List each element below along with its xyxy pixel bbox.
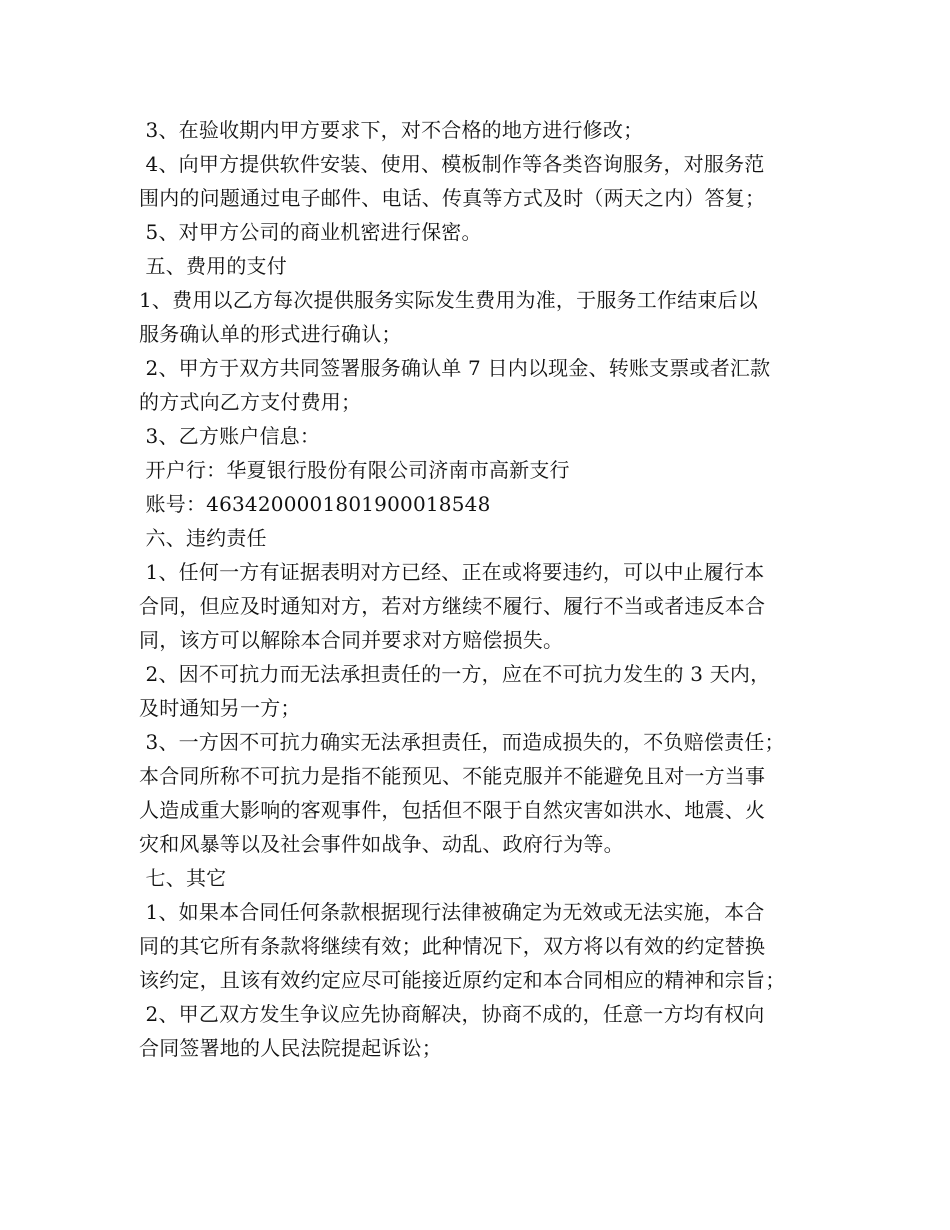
text-line: 同的其它所有条款将继续有效；此种情况下，双方将以有效的约定替换 [139,934,766,958]
text-line: 5、对甲方公司的商业机密进行保密。 [139,220,482,244]
text-line: 3、一方因不可抗力确实无法承担责任，而造成损失的，不负赔偿责任； [139,730,785,754]
text-line: 该约定，且该有效约定应尽可能接近原约定和本合同相应的精神和宗旨； [139,968,786,992]
text-line: 1、如果本合同任何条款根据现行法律被确定为无效或无法实施，本合 [139,900,765,924]
section-heading: 六、违约责任 [139,526,267,550]
bank-name-line: 开户行：华夏银行股份有限公司济南市高新支行 [139,458,570,482]
account-number-line: 账号：4634200001801900018548 [139,492,491,516]
section-heading: 五、费用的支付 [139,254,287,278]
contract-text-body [139,113,819,1065]
section-heading: 七、其它 [139,866,227,890]
text-line: 灾和风暴等以及社会事件如战争、动乱、政府行为等。 [139,832,624,856]
text-line: 4、向甲方提供软件安装、使用、模板制作等各类咨询服务，对服务范 [139,152,765,176]
text-line: 及时通知另一方； [139,696,301,720]
text-line: 2、因不可抗力而无法承担责任的一方，应在不可抗力发生的 3 天内， [139,662,771,686]
text-line: 1、费用以乙方每次提供服务实际发生费用为准，于服务工作结束后以 [139,288,758,312]
text-line: 的方式向乙方支付费用； [139,390,362,414]
text-line: 服务确认单的形式进行确认； [139,322,402,346]
text-line: 人造成重大影响的客观事件，包括但不限于自然灾害如洪水、地震、火 [139,798,766,822]
text-line: 合同，但应及时通知对方，若对方继续不履行、履行不当或者违反本合 [139,594,766,618]
text-line: 同，该方可以解除本合同并要求对方赔偿损失。 [139,628,564,652]
text-line: 3、在验收期内甲方要求下，对不合格的地方进行修改； [139,118,644,142]
text-line: 围内的问题通过电子邮件、电话、传真等方式及时（两天之内）答复； [139,186,766,210]
text-line: 1、任何一方有证据表明对方已经、正在或将要违约，可以中止履行本 [139,560,765,584]
text-line: 2、甲方于双方共同签署服务确认单 7 日内以现金、转账支票或者汇款 [139,356,771,380]
text-line: 本合同所称不可抗力是指不能预见、不能克服并不能避免且对一方当事 [139,764,766,788]
text-line: 合同签署地的人民法院提起诉讼； [139,1036,442,1060]
text-line: 3、乙方账户信息： [139,424,321,448]
text-line: 2、甲乙双方发生争议应先协商解决，协商不成的，任意一方均有权向 [139,1002,765,1026]
